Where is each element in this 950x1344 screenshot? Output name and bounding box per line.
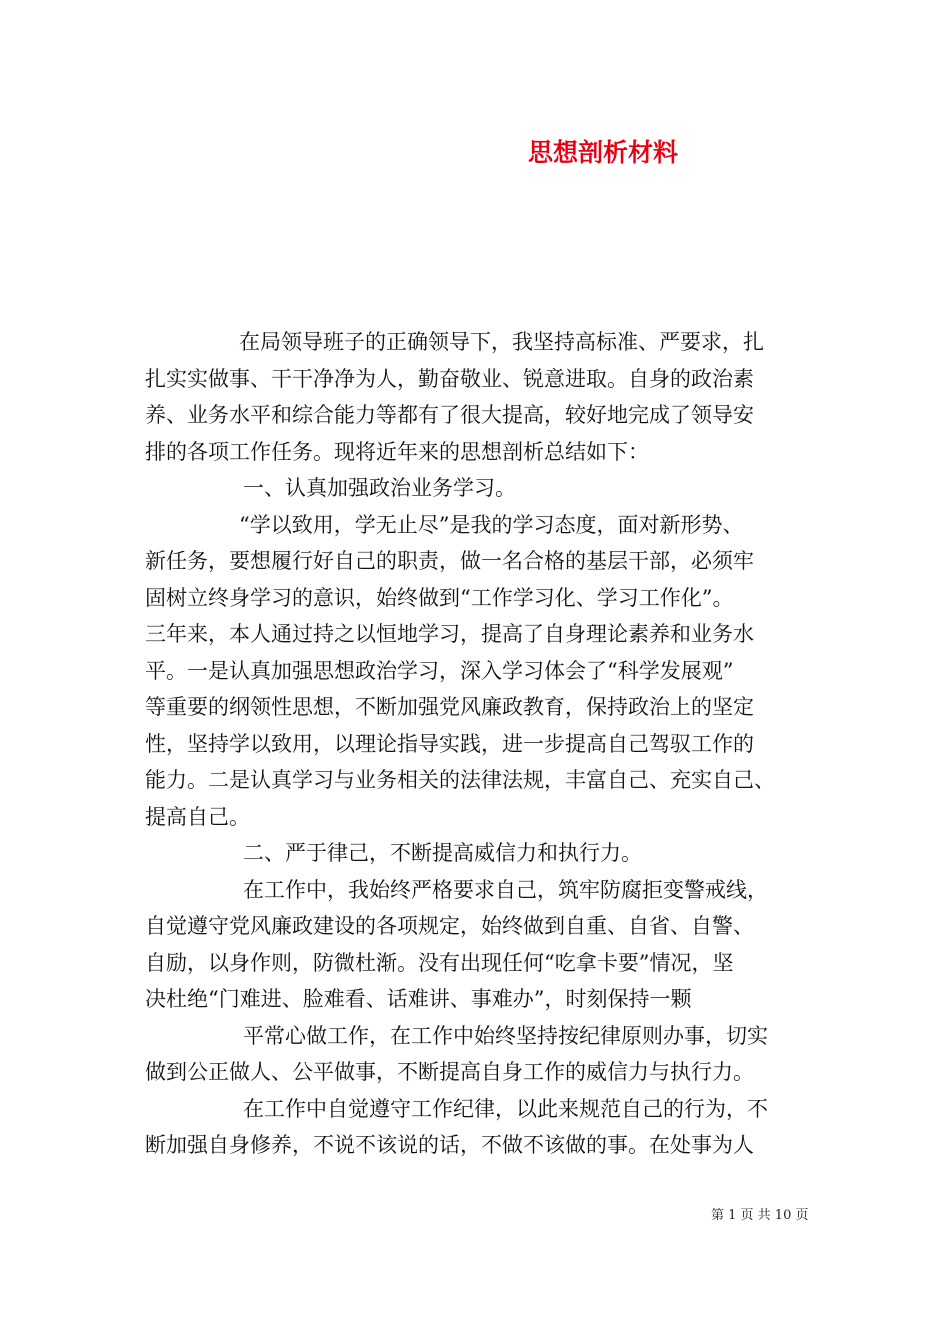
paragraph-line: 等重要的纲领性思想，不断加强党风廉政教育，保持政治上的坚定 [145,695,754,719]
document-body [145,324,807,1164]
paragraph-line: 固树立终身学习的意识，始终做到“工作学习化、学习工作化”。 [145,585,734,610]
paragraph-line: 在工作中，我始终严格要求自己，筑牢防腐拒变警戒线， [243,877,768,902]
paragraph-line: 平。一是认真加强思想政治学习，深入学习体会了“科学发展观” [145,658,734,683]
paragraph-line: “学以致用，学无止尽”是我的学习态度，面对新形势、 [239,512,744,537]
paragraph-line: 新任务，要想履行好自己的职责，做一名合格的基层干部，必须牢 [145,549,754,573]
paragraph-line: 性，坚持学以致用，以理论指导实践，进一步提高自己驾驭工作的 [145,731,754,756]
paragraph-line: 扎实实做事、干干净净为人，勤奋敬业、锐意进取。自身的政治素 [145,366,754,391]
paragraph-line: 在局领导班子的正确领导下，我坚持高标准、严要求，扎 [239,330,764,354]
paragraph-line: 做到公正做人、公平做事，不断提高自身工作的威信力与执行力。 [145,1060,754,1084]
section-heading: 一、认真加强政治业务学习。 [243,476,516,500]
paragraph-line: 平常心做工作，在工作中始终坚持按纪律原则办事，切实 [243,1023,768,1048]
paragraph-line: 在工作中自觉遵守工作纪律，以此来规范自己的行为，不 [243,1096,768,1121]
paragraph-line: 能力。二是认真学习与业务相关的法律法规，丰富自己、充实自己、 [145,768,775,792]
paragraph-line: 提高自己。 [145,804,250,829]
paragraph-line: 断加强自身修养，不说不该说的话，不做不该做的事。在处事为人 [145,1133,754,1157]
document-title: 思想剖析材料 [528,138,679,167]
section-heading: 二、严于律己，不断提高威信力和执行力。 [243,841,642,865]
paragraph-line: 排的各项工作任务。现将近年来的思想剖析总结如下： [145,439,649,464]
paragraph-line: 决杜绝“门难进、脸难看、话难讲、事难办”，时刻保持一颗 [145,987,692,1011]
paragraph-line: 自励，以身作则，防微杜渐。没有出现任何“吃拿卡要”情况，坚 [145,950,734,975]
paragraph-line: 自觉遵守党风廉政建设的各项规定，始终做到自重、自省、自警、 [145,914,754,938]
page-footer: 第 1 页 共 10 页 [711,1208,809,1223]
paragraph-line: 三年来，本人通过持之以恒地学习，提高了自身理论素养和业务水 [145,622,754,646]
paragraph-line: 养、业务水平和综合能力等都有了很大提高，较好地完成了领导安 [145,403,754,427]
